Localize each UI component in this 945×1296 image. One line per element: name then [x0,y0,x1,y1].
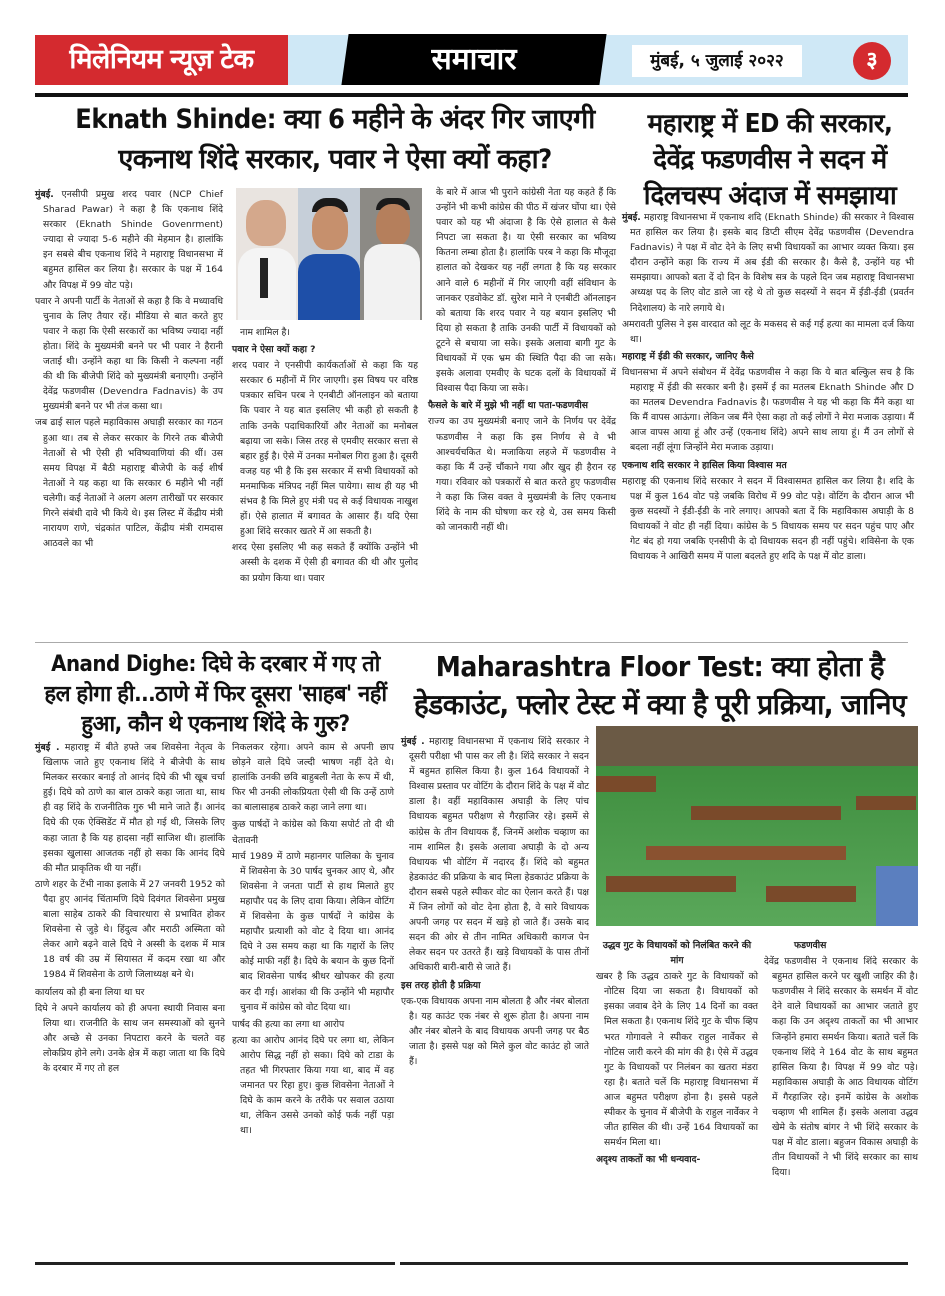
paragraph: मार्च 1989 में ठाणे महानगर पालिका के चुनाव में शिवसेना के 30 पार्षद चुनकर आए थे, और शिवसेना ने जनता पार्टी से हाथ मिलाते हुए महापौर पद के लिए दावा किया। लेकिन वोटिंग में शिवसेना के कुछ पार्षदों ने कांग्रेस के महापौर प्रत्याशी को वोट दे दिया था। आनंद दिघे ने उस समय कहा था कि गद्दारों के लिए कोई माफी नहीं है। दिघे के बयान के कुछ दिनों बाद शिवसेना पार्षद श्रीधर खोपकर की हत्या कर दी गई। आशंका थी कि उन्होंने भी महापौर चुनाव में कांग्रेस को वोट दिया था। [232,850,394,1013]
article3-column-1 [35,740,225,1077]
paragraph: मुंबई . महाराष्ट्र में बीते हफ्ते जब शिवसेना नेतृत्व के खिलाफ जाते हुए एकनाथ शिंदे ने बीजेपी के साथ मिलकर सरकार बनाई तो आनंद दिघे की भी खूब चर्चा हुई। दिघे को ठाणे का बाल ठाकरे कहा जाता था, साथ ही वह शिंदे के राजनीतिक गुरु भी माने जाते हैं। आनंद दिघे की एक ऐक्सिडेंट में मौत हो गई थी, जिसके लिए कहा जाता है कि यह हादसा नहीं साजिश थी। हालांकि इसका खुलासा आजतक नहीं हो सका कि आनंद दिघे की मौत प्राकृतिक थी या नहीं। [35,742,225,874]
dateline: मुंबई. [35,189,54,200]
paragraph: महाराष्ट्र की एकनाथ शिंदे सरकार ने सदन में विश्वासमत हासिल कर लिया है। शदि के पक्ष में कुल 164 वोट पड़े जबकि विरोध में 99 वोट पड़े। वोटिंग के दौरान आज भी कुछ सदस्यों ने ईडी-ईडी के नारे लगाए। आपको बता दें कि महाविकास अघाड़ी के 8 विधायकों ने वोट ही नहीं दिया। कांग्रेस के 5 विधायक समय पर सदन पहुंच पाए और गेट बंद हो गया जबकि एनसीपी के दो विधायक सदन ही नहीं पहुंचे। शविसेना के एक विधायक ने आखिरी समय में पाला बदलते हुए शदि के पक्ष में वोट डाला। [622,475,914,563]
article2-body [622,210,914,565]
article4-headline: Maharashtra Floor Test: क्या होता है हेडकाउंट, फ्लोर टेस्ट में क्या है पूरी प्रक्रिया, जानिए [413,650,907,721]
article4-assembly-photo [596,726,918,926]
article3-bottom-rule [35,1262,395,1265]
subheading: कार्यालय को ही बना लिया था घर [35,986,145,998]
subheading: एकनाथ शदि सरकार ने हासिल किया विश्वास मत [622,459,787,471]
subheading: फडणवीस [794,940,827,951]
subheading: अदृश्य ताकतों का भी धन्यवाद- [596,1154,701,1166]
dateline: मुंबई . [35,742,60,753]
article4-column-2 [596,936,758,1168]
paragraph: ठाणे शहर के टेंभी नाका इलाके में 27 जनवरी 1952 को पैदा हुए आनंद चिंतामणि दिघे दिवंगत शिवसेना प्रमुख बाला साहेब ठाकरे की विचारधारा से प्रभावित होकर शिवसेना से जुड़े थे। हिंदुत्व और मराठी अस्मिता को लेकर आगे बढ़ने वाले दिघे ने अस्सी के दशक में मात्र 18 वर्ष की उम्र में सियासत में कदम रखा था और 1984 में शिवसेना के ठाणे जिलाध्यक्ष बने थे। [35,878,225,981]
masthead-rule [35,93,908,97]
photo-sharad-pawar [236,188,298,320]
paragraph: नाम शामिल है। [240,327,290,338]
paragraph: दिघे ने अपने कार्यालय को ही अपना स्थायी निवास बना लिया था। राजनीति के साथ जन समस्याओं को सुनने और अच्छे से उनका निपटारा करने के चलते वह लोकप्रिय होने लगे। उनके क्षेत्र में कहा जाता था कि दिघे के दरबार में गए तो हल [35,1002,225,1074]
photo-devendra-fadnavis [298,188,360,320]
subheading: कुछ पार्षदों ने कांग्रेस को किया सपोर्ट तो दी थी चेतावनी [232,819,394,846]
article2-headline: महाराष्ट्र में ED की सरकार, देवेंद्र फडणवीस ने सदन में दिलचस्प अंदाज में समझाया [643,109,897,211]
paragraph: अमरावती पुलिस ने इस वारदात को लूट के मकसद से कई गई हत्या का मामला दर्ज किया था। [622,318,914,345]
subheading: इस तरह होती है प्रक्रिया [401,979,481,991]
article1-photo [236,188,422,320]
paragraph: विधानसभा में अपने संबोधन में देवेंद्र फडणवीस ने कहा कि ये बात बल्किुल सच है कि महाराष्ट्र में ईडी की सरकार बनी है। इसमें ई का मतलब Eknath Shinde और D का मतलब Devendra Fadnavis है। फडणवीस ने यह भी कहा कि मैंने कहा था कि मैं वापस आऊंगा। लेकिन जब मैंने ऐसा कहा तो कई लोगों ने मेरा मजाक उड़ाया। मैं आज वापस आया हूं और उन्हें (एकनाथ शिंदे) अपने साथ लाया हूं। मैं उन लोगों से बदला नहीं लूंगा जिन्होंने मेरा मजाक उड़ाया। [622,366,914,454]
article1-column-3 [428,185,616,536]
publication-name: मिलेनियम न्यूज़ टेक [35,35,288,85]
paragraph: मुंबई. महाराष्ट्र विधानसभा में एकनाथ शदि (Eknath Shinde) की सरकार ने विश्वास मत हासिल कर लिया है। इसके बाद डिप्टी सीएम देवेंद्र फडणवीस (Devendra Fadnavis) ने पक्ष में वोट देने के लिए सभी विधायकों का आभार व्यक्त किया। इस दौरान उन्होंने कहा कि राज्य में अब ईडी की सरकार है। कैसे है, उन्होंने यह भी समझाया। आपको बता दें दो दिन के विशेष सत्र के पहले दिन जब महाराष्ट्र विधानसभा अध्यक्ष पद के लिए वोट डाले जा रहे थे तो कुछ सदस्यों ने सदन में ईडी-ईडी (प्रवर्तन निदेशालय) के नारे लगाये थे। [622,212,914,314]
article4-column-1 [401,734,589,1070]
paragraph: हत्या का आरोप आनंद दिघे पर लगा था, लेकिन आरोप सिद्ध नहीं हो सका। दिघे को टाडा के तहत भी गिरफ्तार किया गया था, बाद में वह जमानत पर रिहा हुए। कुछ शिवसेना नेताओं ने दिघे के काम करने के तरीके पर सवाल उठाया था, लेकिन उससे उनको कोई फर्क नहीं पड़ा था। [232,1034,394,1137]
subheading: पार्षद की हत्या का लगा था आरोप [232,1018,345,1030]
issue-date: मुंबई, ५ जुलाई २०२२ [632,45,802,77]
article1-column-1 [35,187,223,552]
paragraph: मुंबई . महाराष्ट्र विधानसभा में एकनाथ शिंदे सरकार ने दूसरी परीक्षा भी पास कर ली है। शिंदे सरकार ने सदन में बहुमत हासिल किया है। कुल 164 विधायकों ने विश्वास प्रस्ताव पर वोटिंग के दौरान शिंदे के पक्ष में वोट डाला है। वहीं महाविकास अघाड़ी के लिए पांच विधायक बहुमत परीक्षण से गैरहाजिर रहे। इसमें से कांग्रेस के तीन विधायक हैं, जिनमें अशोक चव्हाण का नाम शामिल है। इसके अलावा अघाड़ी के दो अन्य विधायक भी वोटिंग में नदारद हैं। शिंदे को बहुमत हेडकाउंट की प्रक्रिया के बाद मिला हेडकाउंट प्रक्रिया के दौरान सबसे पहले स्पीकर वोट का ऐलान करते हैं। पक्ष में जिन लोगों को वोट देना होता है, वे सारे विधायक अपनी जगह पर सदन में खड़े हो जाते हैं। उसके बाद सदन की ओर से तीन नामित अधिकारी कागज पेन लेकर सदन पर उतरते हैं। खड़े विधायकों के पास तीनों अधिकारी बारी-बारी से जाते हैं। [401,736,589,974]
paragraph: पवार ने अपनी पार्टी के नेताओं से कहा है कि वे मध्यावधि चुनाव के लिए तैयार रहें। मीडिया से बात करते हुए पवार ने कहा कि ऐसी सरकारों का भविष्य ज्यादा नहीं होता। शिंदे के मुख्यमंत्री बनने पर भी पवार ने हैरानी जताई थी। उन्होंने कहा था कि किसी ने कल्पना नहीं की थी कि बीजेपी शिंदे को मुख्यमंत्री बनाएगी। उन्होंने देवेंद्र फडणवीस (Devendra Fadnavis) के उप मुख्यमंत्री बनने पर भी तंज कसा था। [35,295,223,413]
subheading: उद्धव गुट के विधायकों को निलंबित करने की मांग [602,940,752,967]
subheading: पवार ने ऐसा क्यों कहा ? [232,344,316,356]
section-title: समाचार [431,42,517,77]
section-divider [35,642,908,643]
dateline: मुंबई . [401,736,425,747]
article3-headline: Anand Dighe: दिघे के दरबार में गए तो हल होगा ही...ठाणे में फिर दूसरा 'साहब' नहीं हुआ, कौन थे एकनाथ शिंदे के गुरु? [44,652,387,737]
subheading: फैसले के बारे में मुझे भी नहीं था पता-फडणवीस [428,400,588,412]
paragraph: शरद पवार ने एनसीपी कार्यकर्ताओं से कहा कि यह सरकार 6 महीनों में गिर जाएगी। इस विषय पर वरिष्ठ पत्रकार सचिन परब ने एनबीटी ऑनलाइन को बताया कि पवार ने यह बात इसलिए भी कही हो सकती है ताकि उनके पदाधिकारियों और नेताओं का मनोबल बढ़ाया जा सके। जिस तरह से एमवीए सरकार सत्ता से बहार हुई है। ऐसे में उनका मनोबल गिरा हुआ है। दूसरी वजह यह भी है कि इस सरकार में सभी विधायकों को मनमाफिक मंत्रिपद नहीं मिल पायेगा। साथ ही यह भी संभव है कि मिले हुए मंत्री पद से कई विधायक नाखुश हों। ऐसे हालात में बगावत के आसार हैं। यदि ऐसा हुआ शिंदे सरकार खतरे में आ सकती है। [232,360,418,538]
subheading: महाराष्ट्र में ईडी की सरकार, जानिए कैसे [622,350,754,362]
paragraph: राज्य का उप मुख्यमंत्री बनाए जाने के निर्णय पर देवेंद्र फडणवीस ने कहा कि इस निर्णय से वे भी आश्चर्यचकित थे। मजाकिया लहजे में फडणवीस ने कहा कि मैं उन्हें चौंकाने गया और खुद ही हैरान रह गया। रविवार को पत्रकारों से बात करते हुए फडणवीस ने कहा कि जिस वक्त वे मुख्यमंत्री के लिए एकनाथ शिंदे के नाम की घोषणा कर रहे थे, उस समय किसी को जानकारी नहीं थी। [428,416,616,534]
article4-bottom-rule [400,1262,908,1265]
paragraph: के बारे में आज भी पुराने कांग्रेसी नेता यह कहते हैं कि उन्होंने भी कभी कांग्रेस की पीठ में खंजर घोंपा था। ऐसे पवार को यह भी अंदाजा है कि ऐसे हालात से कैसे निपटा जा सकता है। या ऐसी सरकार का भविष्य कितना लम्बा होता है। हालांकि परब ने कहा कि मौजूदा हालात को देखकर यह नहीं लगता है कि यह सरकार आने वाले 6 महीनों में गिर जाएगी वहीं संविधान के जानकर एडवोकेट डॉ. सुरेश माने ने एनबीटी ऑनलाइन को बताया कि शरद पवार ने यह बयान इसलिए भी दिया हो सकता है ताकि उनकी पार्टी में विधायकों को टूटने से बचाया जा सके। इसके अलावा बागी गुट के विधायकों में एक भ्रम की स्थिति पैदा की जा सके। इसके अलावा एमवीए के घटक दलों के विधायकों में विश्वास पैदा किया जा सके। [436,187,616,395]
article1-column-2 [232,325,418,587]
paragraph: खबर है कि उद्धव ठाकरे गुट के विधायकों को नोटिस दिया जा सकता है। विधायकों को इसका जवाब देने के लिए 14 दिनों का वक्त मिल सकता है। एकनाथ शिंदे गुट के चीफ व्हिप भरत गोगावले ने स्पीकर राहुल नार्वेकर से नोटिस जारी करने की मांग की है। ऐसे में उद्धव गुट के विधायकों पर निलंबन का खतरा मंडरा रहा है। बताते चलें कि महाराष्ट्र विधानसभा में आज बहुमत परीक्षण होना है। इससे पहले स्पीकर के चुनाव में बीजेपी के राहुल नार्वेकर ने जीत हासिल की थी। उन्हें 164 विधायकों का समर्थन मिला था। [596,971,758,1149]
paragraph: निकलकर रहेगा। अपने काम से अपनी छाप छोड़ने वाले दिघे जल्दी भाषण नहीं देते थे। हालांकि उनकी छवि बाहुबली नेता के रूप में थी, फिर भी उनकी लोकप्रियता ऐसी थी कि उन्हें ठाणे का बालासाहब ठाकरे कहा जाने लगा था। [232,742,394,814]
paragraph: एक-एक विधायक अपना नाम बोलता है और नंबर बोलता है। यह काउंट एक नंबर से शुरू होता है। अपना नाम और नंबर बोलने के बाद विधायक अपनी जगह पर बैठ जाता है। इससे पक्ष को मिले कुल वोट काउंट हो जाते हैं। [401,995,589,1067]
photo-eknath-shinde [360,188,422,320]
dateline: मुंबई. [622,212,641,223]
article1-headline: Eknath Shinde: क्या 6 महीने के अंदर गिर जाएगी एकनाथ शिंदे सरकार, पवार ने ऐसा क्यों कहा? [75,104,595,175]
paragraph: जब ढाई साल पहले महाविकास अघाड़ी सरकार का गठन हुआ था। तब से लेकर सरकार के गिरने तक बीजेपी नेताओं से भी ऐसी ही भविष्यवाणियां की थीं। उस समय विपक्ष में बैठी महाराष्ट्र बीजेपी के कई शीर्ष नेताओं ने यह कहा था कि सरकार 6 महीने भी नहीं चलेगी। कई नेताओं ने अलग अलग तारीखों पर सरकार गिरने संबंधी दावे भी किये थे। इस लिस्ट में केंद्रीय मंत्री नारायण राणे, चंद्रकांत पाटिल, केंद्रीय मंत्री रामदास आठवले का भी [35,417,223,550]
page-number: ३ [853,42,891,80]
paragraph: शरद ऐसा इसलिए भी कह सकते हैं क्योंकि उन्होंने भी अस्सी के दशक में ऐसी ही बगावत की थी और पुलोद का प्रयोग किया था। पवार [232,542,418,584]
paragraph: देवेंद्र फडणवीस ने एकनाथ शिंदे सरकार के बहुमत हासिल करने पर खुशी जाहिर की है। फडणवीस ने शिंदे सरकार के समर्थन में वोट देने वाले विधायकों का आभार जताते हुए कहा कि उन अदृश्य ताकतों का भी आभार जिन्होंने हमारा समर्थन किया। बताते चलें कि एकनाथ शिंदे ने 164 वोट के साथ बहुमत हासिल किया है। विपक्ष में 99 वोट पड़े। महाविकास अघाड़ी के आठ विधायक वोटिंग में गैरहाजिर रहे। इनमें कांग्रेस के अशोक चव्हाण भी शामिल हैं। इसके अलावा उद्धव खेमे के संतोष बांगर ने भी शिंदे सरकार के पक्ष में वोट डाला। बहुजन विकास अघाड़ी के तीन विधायकों ने भी शिंदे सरकार का साथ दिया। [764,956,918,1179]
article3-column-2 [232,740,394,1139]
article4-column-3 [764,936,918,1182]
paragraph: मुंबई. एनसीपी प्रमुख शरद पवार (NCP Chief Sharad Pawar) ने कहा है कि एकनाथ शिंदे सरकार (Eknath Shinde Govenrment) ज्यादा से ज्यादा 5-6 महीने की मेहमान है। हालांकि इन सबसे बीच एकनाथ शिंदे ने महाराष्ट्र विधानसभा में बहुमत हासिल कर लिया है। सरकार के पक्ष में 164 और विपक्ष में 99 वोट पड़े। [35,189,223,291]
